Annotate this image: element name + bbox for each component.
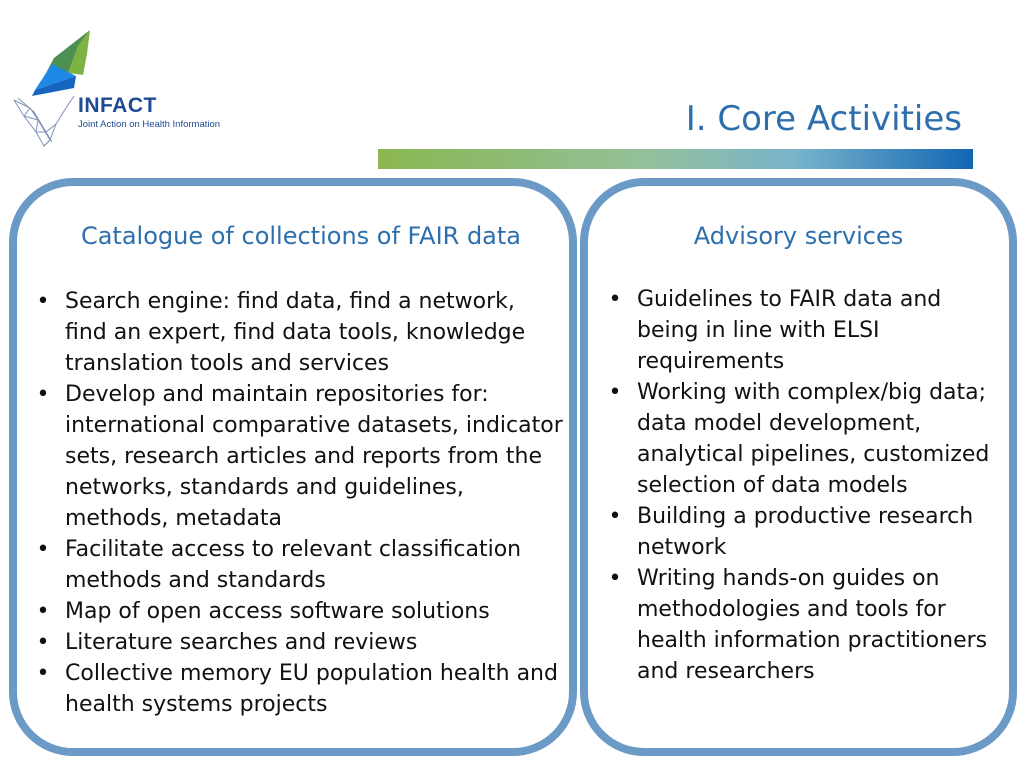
list-item-text: Working with complex/big data; data model development, analytical pipelines, customized selection of data models — [637, 380, 990, 498]
title-gradient-bar — [378, 149, 973, 169]
bullet-icon: • — [36, 661, 50, 686]
catalogue-panel — [9, 178, 577, 756]
advisory-bullet-list — [605, 284, 1009, 687]
list-item — [33, 596, 563, 627]
list-item — [33, 534, 563, 596]
list-item-text: Collective memory EU population health and health systems projects — [65, 661, 558, 717]
catalogue-heading: Catalogue of collections of FAIR data — [80, 222, 522, 250]
logo-tagline: Joint Action on Health Information — [78, 119, 221, 130]
list-item — [605, 501, 1009, 563]
list-item-text: Develop and maintain repositories for: international comparative datasets, indicator sets, research articles and reports from the networks, standards and guidelines, methods, metadata — [65, 382, 563, 531]
list-item-text: Map of open access software solutions — [65, 599, 490, 624]
list-item-text: Writing hands-on guides on methodologies and tools for health information practitioners and researchers — [637, 566, 988, 684]
bullet-icon: • — [608, 380, 622, 405]
bullet-icon: • — [36, 630, 50, 655]
list-item — [33, 379, 563, 534]
catalogue-bullet-list — [33, 286, 563, 720]
bullet-icon: • — [36, 537, 50, 562]
list-item-text: Building a productive research network — [637, 504, 974, 560]
bullet-icon: • — [608, 287, 622, 312]
advisory-panel — [580, 178, 1017, 756]
logo-name: INFACT — [78, 94, 157, 117]
bullet-icon: • — [608, 504, 622, 529]
list-item — [605, 563, 1009, 687]
bullet-icon: • — [36, 382, 50, 407]
list-item-text: Literature searches and reviews — [65, 630, 418, 655]
list-item-text: Facilitate access to relevant classification methods and standards — [65, 537, 522, 593]
list-item-text: Guidelines to FAIR data and being in line with ELSI requirements — [637, 287, 942, 374]
list-item — [33, 627, 563, 658]
list-item — [33, 286, 563, 379]
list-item — [33, 658, 563, 720]
bullet-icon: • — [36, 289, 50, 314]
list-item-text: Search engine: find data, find a network, find an expert, find data tools, knowledge translation tools and services — [65, 289, 526, 376]
bullet-icon: • — [608, 566, 622, 591]
list-item — [605, 377, 1009, 501]
advisory-heading: Advisory services — [693, 222, 904, 250]
list-item — [605, 284, 1009, 377]
page-title: I. Core Activities — [685, 99, 962, 139]
infact-logo-icon — [10, 28, 110, 153]
bullet-icon: • — [36, 599, 50, 624]
infact-logo — [10, 28, 240, 153]
